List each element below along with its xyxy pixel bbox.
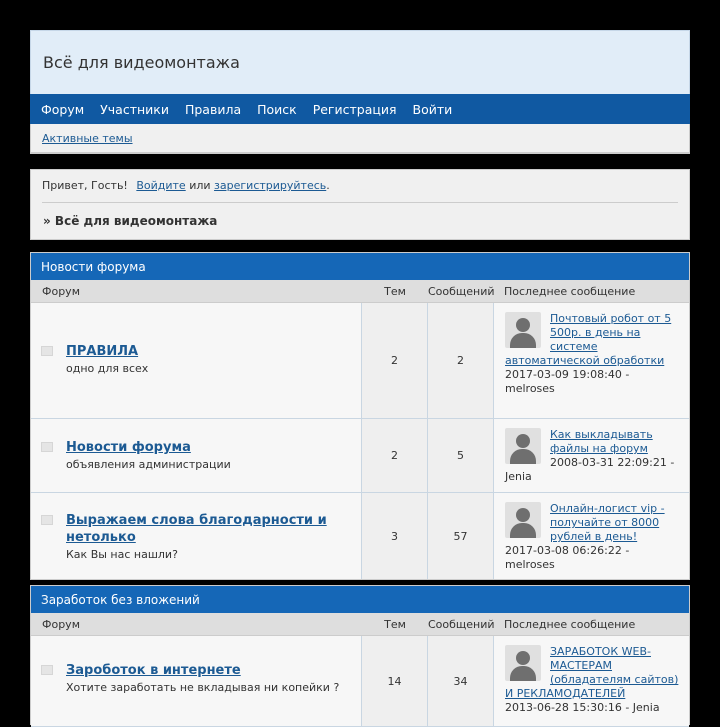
user-avatar-icon: [505, 645, 541, 681]
last-post-link[interactable]: Как выкладывать файлы на форум: [550, 428, 653, 455]
messages-count: 2: [428, 303, 494, 418]
col-messages: Сообщений: [428, 617, 495, 631]
last-post-user: melroses: [505, 558, 555, 571]
forum-title-link[interactable]: Новости форума: [66, 440, 191, 455]
forum-title-link[interactable]: ПРАВИЛА: [66, 344, 139, 359]
greeting-text: Привет, Гость!: [42, 179, 128, 192]
col-topics: Тем: [384, 617, 406, 631]
last-post-date: 2017-03-09 19:08:40: [505, 368, 622, 381]
welcome-box: [30, 169, 690, 240]
last-post-user: Jenia: [632, 701, 660, 714]
nav-search[interactable]: Поиск: [257, 101, 297, 117]
period-text: .: [326, 179, 330, 192]
column-header: [31, 613, 689, 636]
col-forum: Форум: [42, 617, 80, 631]
last-post-date: 2017-03-08 06:26:22: [505, 544, 622, 557]
category-earnings: [30, 585, 690, 725]
forum-row: [31, 636, 689, 727]
user-avatar-icon: [505, 428, 541, 464]
forum-title-link[interactable]: Выражаем слова благодарности и нетолько: [66, 513, 327, 545]
col-last-post: Последнее сообщение: [504, 284, 636, 298]
col-messages: Сообщений: [428, 284, 495, 298]
forum-title-link[interactable]: Зароботок в интернете: [66, 663, 241, 678]
user-avatar-icon: [505, 502, 541, 538]
topics-count: 3: [362, 493, 428, 579]
last-post: ЗАРАБОТОК WEB-МАСТЕРАМ (обладателям сайтов) И РЕКЛАМОДАТЕЛЕЙ 2013-06-28 15:30:16 - Jenia: [505, 645, 679, 714]
nav-rules[interactable]: Правила: [184, 101, 242, 117]
topics-count: 2: [362, 303, 428, 418]
forum-description: объявления администрации: [66, 458, 231, 471]
last-post-user: melroses: [505, 382, 555, 395]
welcome-text: [42, 179, 330, 192]
last-post: Почтовый робот от 5 500р. в день на системе автоматической обработки 2017-03-09 19:08:40 - melroses: [505, 312, 672, 395]
register-link[interactable]: зарегистрируйтесь: [214, 179, 327, 192]
forum-row: [31, 303, 689, 419]
site-header: [30, 30, 690, 154]
messages-count: 34: [428, 636, 494, 726]
divider: [42, 202, 678, 203]
forum-status-icon: [41, 515, 53, 525]
forum-status-icon: [41, 442, 53, 452]
user-avatar-icon: [505, 312, 541, 348]
category-title[interactable]: Заработок без вложений: [31, 586, 689, 613]
nav-register[interactable]: Регистрация: [312, 101, 397, 117]
site-title: Всё для видеомонтажа: [43, 53, 240, 72]
forum-status-icon: [41, 346, 53, 356]
topics-count: 14: [362, 636, 428, 726]
category-title[interactable]: Новости форума: [31, 253, 689, 280]
col-topics: Тем: [384, 284, 406, 298]
last-post-link[interactable]: Онлайн-логист vip - получайте от 8000 рублей в день!: [550, 502, 665, 543]
last-post-link[interactable]: Почтовый робот от 5 500р. в день на системе автоматической обработки: [505, 312, 672, 367]
forum-row: [31, 493, 689, 579]
nav-forum[interactable]: Форум: [41, 101, 85, 117]
main-nav: [30, 94, 690, 124]
col-last-post: Последнее сообщение: [504, 617, 636, 631]
login-link[interactable]: Войдите: [136, 179, 186, 192]
last-post-link[interactable]: ЗАРАБОТОК WEB-МАСТЕРАМ (обладателям сайтов) И РЕКЛАМОДАТЕЛЕЙ: [505, 645, 679, 700]
subnav: [30, 124, 690, 154]
messages-count: 5: [428, 419, 494, 492]
site-title-bar: [30, 30, 690, 94]
or-text: или: [189, 179, 211, 192]
last-post: Как выкладывать файлы на форум 2008-03-31 22:09:21 - Jenia: [505, 428, 675, 483]
last-post-user: Jenia: [505, 470, 532, 483]
topics-count: 2: [362, 419, 428, 492]
breadcrumb: » Всё для видеомонтажа: [43, 214, 218, 228]
col-forum: Форум: [42, 284, 80, 298]
forum-description: Хотите заработать не вкладывая ни копейки ?: [66, 681, 340, 694]
active-topics-link[interactable]: Активные темы: [42, 131, 133, 145]
forum-description: Как Вы нас нашли?: [66, 548, 178, 561]
category-news: [30, 252, 690, 580]
nav-members[interactable]: Участники: [100, 101, 169, 117]
last-post: Онлайн-логист vip - получайте от 8000 рублей в день! 2017-03-08 06:26:22 - melroses: [505, 502, 665, 571]
messages-count: 57: [428, 493, 494, 579]
forum-row: [31, 419, 689, 493]
last-post-date: 2013-06-28 15:30:16: [505, 701, 622, 714]
forum-status-icon: [41, 665, 53, 675]
nav-login[interactable]: Войти: [412, 101, 453, 117]
last-post-date: 2008-03-31 22:09:21: [550, 456, 667, 469]
forum-description: одно для всех: [66, 362, 149, 375]
column-header: [31, 280, 689, 303]
